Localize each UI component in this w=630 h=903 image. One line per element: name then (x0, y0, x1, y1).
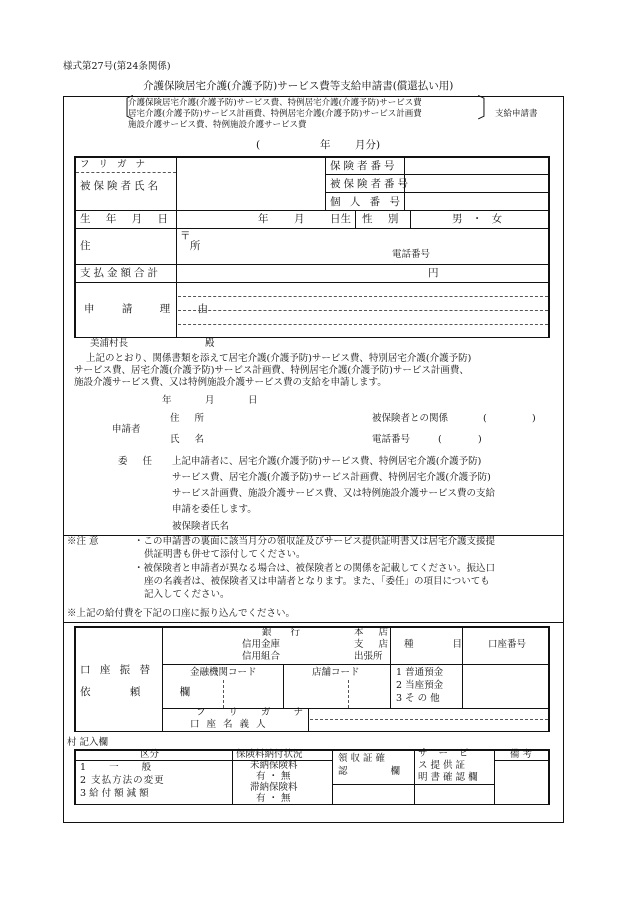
category-header: 区分 (140, 749, 160, 760)
reason-label: 申 請 理 由 (84, 303, 221, 315)
note-1a: ・この申請書の裏面に該当月分の領収証及びサービス提供証明書又は居宅介護支援提 (134, 536, 496, 547)
frame-left (63, 96, 64, 823)
bank-type-1: 銀 行 (262, 627, 309, 638)
kind-option-1[interactable]: 1 普通預金 (396, 667, 444, 678)
village-col-4 (494, 749, 495, 805)
row-line-6 (74, 282, 550, 283)
info-table-right (548, 156, 550, 338)
period-open: ( (256, 139, 261, 151)
service-line-2: 居宅介護(介護予防)サービス計画費、特例居宅介護(介護予防)サービス計画費 (128, 109, 422, 119)
addressee: 美浦村長 (90, 338, 129, 349)
account-no-label: 口座番号 (488, 639, 527, 650)
service-confirm-1: サ ー ビ (418, 748, 473, 759)
birth-day: 日生 (330, 213, 351, 225)
delegate-label: 委 任 (118, 456, 159, 467)
bank-table-right (548, 626, 550, 732)
period-year: 年 (320, 139, 331, 151)
insured-name-label: 被保険者氏名 (80, 180, 161, 192)
info-table-bottom (74, 337, 550, 338)
date-day: 日 (248, 395, 258, 406)
service-side-label: 支給申請書 (495, 109, 538, 119)
period-month: 月分) (355, 139, 381, 151)
yen-unit: 円 (428, 267, 439, 279)
date-year: 年 (162, 395, 172, 406)
late-label: 滞納保険料 (250, 782, 298, 793)
category-2: 2 支払方法の変更 (80, 775, 165, 786)
notes-label: ※注 意 (67, 536, 99, 547)
info-table-top (74, 156, 550, 158)
gender-label: 性 別 (362, 213, 405, 225)
furigana-divider (76, 172, 176, 173)
bank-type-3: 信用組合 (242, 651, 281, 662)
village-table-right (548, 749, 550, 805)
reason-line-2[interactable] (178, 310, 548, 311)
holder-label: 口 座 名 義 人 (190, 719, 268, 730)
village-label: 村 記入欄 (67, 737, 109, 748)
premium-header: 保険料納付状況 (236, 749, 303, 760)
service-confirm-3: 明 書 確 認 欄 (418, 772, 478, 783)
phone-label: 電話番号 (392, 249, 431, 260)
birth-label: 生 年 月 日 (80, 213, 175, 225)
code-divider-1 (223, 680, 224, 708)
category-3: 3 給 付 額 減 額 (80, 788, 149, 799)
date-month: 月 (205, 395, 215, 406)
applicant-name-label: 氏 名 (170, 434, 211, 445)
birth-month: 月 (294, 213, 305, 225)
remarks-header: 備 考 (510, 749, 533, 760)
receipt-confirm-1: 領 収 証 確 (338, 753, 386, 764)
village-col-1 (232, 749, 233, 805)
village-table-left (74, 749, 76, 805)
insured-sign-label: 被保険者氏名 (172, 521, 230, 532)
receipt-confirm-2: 認 欄 (338, 766, 421, 777)
branch-code-label: 店舗コード (312, 667, 360, 678)
delegate-text-4: 申請を委任します。 (172, 504, 257, 515)
postal-mark: 〒 (180, 230, 191, 242)
inst-code-label: 金融機関コード (190, 667, 257, 678)
applicant-label: 申請者 (112, 424, 141, 435)
row-line-3 (74, 210, 550, 211)
code-divider-2 (348, 680, 349, 708)
confirm-mid-line (332, 784, 494, 785)
row-line-5 (74, 264, 550, 265)
bank-row-kind (390, 664, 549, 665)
insurer-no-label: 保険者番号 (330, 160, 398, 172)
reason-line-1[interactable] (178, 296, 548, 297)
delegate-text-3: サービス計画費、施設介護サービス費、又は特例施設介護サービス費の支給 (172, 488, 496, 499)
bank-col-label (162, 626, 163, 732)
col-line-right-label-left (325, 156, 326, 210)
form-title: 介護保険居宅介護(介護予防)サービス費等支給申請書(償還払い用) (143, 80, 454, 92)
relation-paren-close: ) (532, 413, 536, 424)
bank-table-bottom (74, 731, 550, 732)
delegate-text-2: サービス費、居宅介護(介護予防)サービス計画費、特例居宅介護(介護予防) (172, 472, 491, 483)
service-line-3: 施設介護サービス費、特例施設介護サービス費 (128, 120, 307, 130)
bank-label-1: 口 座 振 替 (80, 664, 154, 676)
phone-paren-close: ) (478, 434, 482, 445)
service-confirm-2: ス 提 供 証 (418, 760, 466, 771)
unpaid-yn: 有 ・ 無 (256, 771, 291, 782)
kind-option-2[interactable]: 2 当座預金 (396, 680, 444, 691)
unpaid-label: 未納保険料 (250, 760, 298, 771)
row-line-1 (325, 174, 549, 175)
col-line-gender-right (410, 210, 411, 228)
gender-values: 男 ・ 女 (452, 213, 506, 225)
address-label: 住 所 (80, 240, 249, 252)
form-number: 様式第27号(第24条関係) (63, 61, 171, 72)
applicant-address-label: 住 所 (170, 413, 211, 424)
holder-kana-label: フ リ ガ ナ (196, 707, 314, 718)
note-2b: 座の名義者は、被保険者又は申請者となります。また、「委任」の項目についても (144, 576, 490, 587)
bracket-open: 〔 (108, 94, 135, 124)
delegate-text-1: 上記申請者に、居宅介護(介護予防)サービス費、特例居宅介護(介護予防) (172, 456, 482, 467)
bank-col-code-split (283, 664, 284, 708)
frame-bottom (63, 822, 564, 823)
bank-label-2: 依 頼 欄 (80, 686, 209, 698)
holder-divider (310, 719, 548, 720)
branch-type-1: 本 店 (354, 627, 395, 638)
bank-table-left (74, 626, 76, 732)
row-line-2 (325, 192, 549, 193)
service-line-1: 介護保険居宅介護(介護予防)サービス費、特例居宅介護(介護予防)サービス費 (128, 98, 422, 108)
category-1: 1 一 般 (80, 762, 162, 773)
insured-no-label: 被保険者番号 (330, 178, 411, 190)
village-col-2 (332, 749, 333, 805)
kind-label: 種 目 (404, 639, 481, 650)
bracket-close: 〕 (477, 94, 504, 124)
birth-year: 年 (258, 213, 269, 225)
honorific: 殿 (205, 338, 215, 349)
relation-label: 被保険者との関係 (372, 413, 449, 424)
info-table-left (74, 156, 76, 338)
relation-paren-open: ( (483, 413, 487, 424)
applicant-phone-label: 電話番号 (372, 434, 411, 445)
note-1b: 供証明書も併せて添付してください。 (144, 549, 306, 560)
branch-type-2: 支 店 (354, 639, 395, 650)
declaration-text-1: 上記のとおり、関係書類を添えて居宅介護(介護予防)サービス費、特別居宅介護(介護予防) (86, 353, 472, 364)
declaration-text-3: 施設介護サービス費、又は特例施設介護サービス費の支給を申請します。 (74, 377, 387, 388)
reason-line-3[interactable] (178, 324, 548, 325)
personal-no-label: 個 人 番 号 (330, 196, 404, 208)
village-table-bottom (74, 804, 550, 805)
col-line-gender-left (355, 210, 356, 228)
amount-label: 支払金額合計 (80, 267, 161, 279)
bank-table-top (74, 626, 550, 628)
kind-option-3[interactable]: 3 そ の 他 (396, 693, 440, 704)
branch-type-3: 出張所 (354, 651, 383, 662)
note-2a: ・被保険者と申請者が異なる場合は、被保険者との関係を記載してください。振込口 (134, 563, 496, 574)
bank-intro: ※上記の給付費を下記の口座に振り込んでください。 (67, 608, 296, 619)
furigana-label: フ リ ガ ナ (80, 159, 149, 170)
bank-type-2: 信用金庫 (242, 639, 281, 650)
declaration-text-2: サービス費、居宅介護(介護予防)サービス計画費、特例居宅介護(介護予防)サービス計画費、 (74, 365, 469, 376)
note-2c: 記入してください。 (144, 589, 230, 600)
frame-right (563, 96, 564, 823)
bank-row-codes (162, 664, 390, 665)
row-line-4 (74, 228, 550, 229)
late-yn: 有 ・ 無 (256, 793, 291, 804)
bank-top-line (63, 622, 563, 623)
phone-paren-open: ( (438, 434, 442, 445)
